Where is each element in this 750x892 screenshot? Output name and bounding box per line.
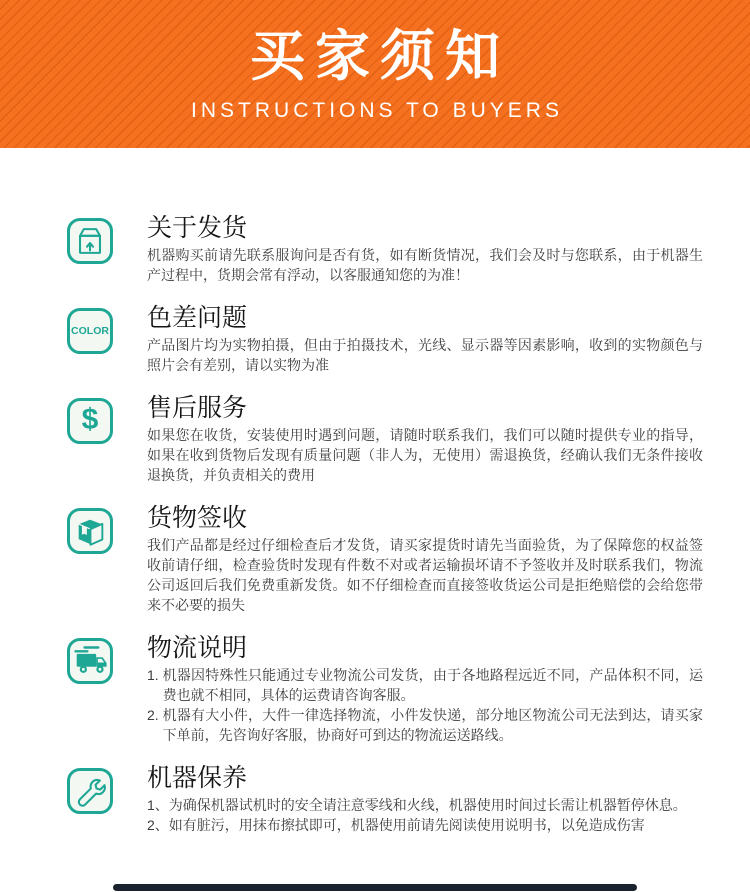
notice-sections: [0, 148, 750, 855]
section-body: [147, 305, 703, 375]
package-3d-icon: [67, 508, 113, 554]
list-item: [147, 795, 703, 815]
section-body: [147, 395, 703, 485]
section-title: 售后服务: [147, 394, 248, 422]
dollar-icon: [67, 398, 113, 444]
list-item: [147, 665, 703, 705]
section-paragraph: 我们产品都是经过仔细检查后才发货，请买家提货时请先当面验货，为了保障您的权益签收前请仔细，检查验货时发现有件数不对或者运输损坏请不予签收并及时联系我们，物流公司返回后我们免费重新发货。如不仔细检查而直接签收货运公司是拒绝赔偿的会给您带来不必要的损失: [147, 537, 703, 613]
header-banner: [0, 0, 750, 148]
section-body: [147, 635, 703, 745]
notice-section-2: [0, 305, 750, 375]
notice-section-6: [0, 765, 750, 835]
color-badge-icon: [67, 308, 113, 354]
section-paragraph: 如果您在收货，安装使用时遇到问题，请随时联系我们，我们可以随时提供专业的指导，如果在收到货物后发现有质量问题（非人为，无使用）需退换货，经确认我们无条件接收退换货，并负责相关的费用: [147, 427, 703, 483]
page-title: 买家须知: [249, 25, 510, 87]
section-paragraph: 机器购买前请先联系服询问是否有货，如有断货情况，我们会及时与您联系，由于机器生产过程中，货期会常有浮动，以客服通知您的为准！: [147, 247, 703, 283]
section-body: [147, 215, 703, 285]
list-item-text: 如有脏污，用抹布擦拭即可，机器使用前请先阅读使用说明书，以免造成伤害: [168, 817, 645, 833]
wrench-icon: [67, 768, 113, 814]
list-item-marker: 2、: [147, 817, 169, 833]
list-item-marker: 2.: [147, 707, 163, 723]
section-title: 关于发货: [147, 214, 248, 242]
list-item-text: 为确保机器试机时的安全请注意零线和火线，机器使用时间过长需让机器暂停休息。: [168, 797, 687, 813]
truck-icon: [67, 638, 113, 684]
section-title: 货物签收: [147, 504, 248, 532]
notice-section-4: [0, 505, 750, 615]
dollar-icon-label: $: [81, 403, 99, 436]
page-subtitle: INSTRUCTIONS TO BUYERS: [191, 98, 563, 122]
notice-section-1: [0, 215, 750, 285]
package-arrow-icon: [67, 218, 113, 264]
list-item: [147, 815, 703, 835]
list-item-marker: 1、: [147, 797, 169, 813]
section-title: 色差问题: [147, 304, 248, 332]
section-body: [147, 765, 703, 835]
notice-section-3: [0, 395, 750, 485]
color-badge-icon-label: COLOR: [71, 325, 109, 337]
list-item: [147, 705, 703, 745]
section-body: [147, 505, 703, 615]
list-item-text: 机器有大小件，大件一律选择物流，小件发快递，部分地区物流公司无法到达，请买家下单前，先咨询好客服，协商好可到达的物流运送路线。: [162, 707, 703, 743]
list-item-marker: 1.: [147, 667, 163, 683]
bottom-bar: [113, 884, 637, 891]
section-paragraph: 产品图片均为实物拍摄，但由于拍摄技术，光线、显示器等因素影响，收到的实物颜色与照片会有差别，请以实物为准: [147, 337, 703, 373]
notice-section-5: [0, 635, 750, 745]
section-title: 物流说明: [147, 634, 248, 662]
list-item-text: 机器因特殊性只能通过专业物流公司发货，由于各地路程远近不同，产品体积不同，运费也就不相同，具体的运费请咨询客服。: [162, 667, 703, 703]
section-title: 机器保养: [147, 764, 248, 792]
